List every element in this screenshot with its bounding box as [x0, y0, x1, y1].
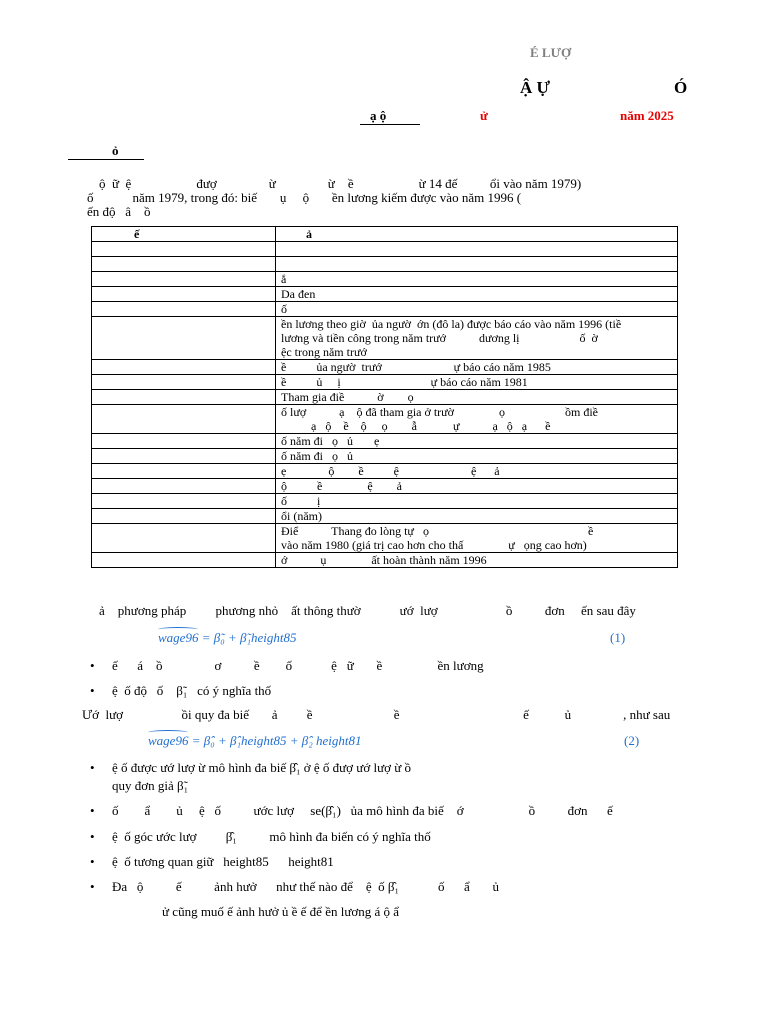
table-cell-variable	[92, 242, 276, 257]
intro-line-1: ộ ữ ệ đượ ừ ừ ề ừ 14 đế ổi vào năm 1979)	[99, 176, 582, 191]
table-cell-description	[276, 257, 678, 272]
table-cell-description: ố lượ ạ ộ đã tham gia ở trườ ọ ồm điề ạ ộ ề ộ ọ ẫ ự ạ ộ ạ ề	[276, 405, 678, 434]
table-row	[92, 509, 678, 524]
bullet-q5-text: ệ ố góc ước lượ β̂₁ mô hình đa biến có ý nghĩa thố	[112, 829, 431, 844]
table-cell-description: ố	[276, 302, 678, 317]
table-cell-description: ề ủ ị ự báo cáo năm 1981	[276, 375, 678, 390]
equation-2-lhs: wage96	[148, 733, 189, 748]
table-row	[92, 390, 678, 405]
table-row	[92, 434, 678, 449]
table-cell-variable	[92, 375, 276, 390]
table-header-variable: ế	[92, 227, 276, 242]
bullet-q1-text: ế á ồ ơ ề ố ệ ữ ề ền lương	[112, 658, 484, 673]
table-row	[92, 287, 678, 302]
equation-2-rhs: = β̂₀ + β̂₁height85 + β̂₂ height81	[188, 733, 362, 748]
equation-1-number: (1)	[610, 630, 626, 645]
table-cell-description: ắ	[276, 272, 678, 287]
table-header-description: ả	[276, 227, 678, 242]
equation-1-expression	[158, 630, 296, 646]
table-cell-variable	[92, 434, 276, 449]
subtitle-left-text: ạ ộ	[370, 108, 387, 123]
intro-line-3: ến độ â ồ	[87, 204, 151, 219]
table-row	[92, 524, 678, 553]
bullet-q7-text: Đa ộ ế ảnh hưở như thế nào để ệ ố β̂₁ ố ẩ ủ	[112, 879, 500, 894]
table-cell-variable	[92, 317, 276, 360]
table-row	[92, 242, 678, 257]
bullet-q6-text: ệ ố tương quan giữ height85 height81	[112, 854, 334, 869]
document-subtitle-mid: ử	[480, 108, 488, 123]
document-subtitle-year: năm 2025	[620, 108, 674, 123]
table-header-row	[92, 227, 678, 242]
bullet-q1: • ế á ồ ơ ề ố ệ ữ ề ền lương	[90, 657, 705, 675]
table-row	[92, 479, 678, 494]
table-cell-description: ẹ ộ ề ệ ệ ả	[276, 464, 678, 479]
bullet-q4-text: ố ẩ ủ ệ ố ước lượ se(β̂₁) ủa mô hình đa biế ớ ồ đơn ế	[112, 803, 613, 818]
table-row	[92, 464, 678, 479]
paragraph-simple-regression: ả phương pháp phương nhỏ ất thông thườ ướ lượ ồ đơn ến sau đây	[99, 603, 636, 618]
equation-1-lhs: wage96	[158, 630, 199, 645]
table-cell-variable	[92, 449, 276, 464]
table-row	[92, 405, 678, 434]
variable-table	[91, 226, 678, 568]
table-row	[92, 375, 678, 390]
table-cell-description	[276, 242, 678, 257]
table-row	[92, 494, 678, 509]
bullet-q2-text: ệ ố độ ố β̃₁ có ý nghĩa thố	[112, 683, 272, 698]
table-cell-variable	[92, 302, 276, 317]
table-cell-variable	[92, 494, 276, 509]
table-cell-variable	[92, 287, 276, 302]
equation-2-expression	[148, 733, 362, 749]
table-cell-variable	[92, 479, 276, 494]
table-row	[92, 360, 678, 375]
bullet-q4: • ố ẩ ủ ệ ố ước lượ se(β̂₁) ủa mô hình đa biế ớ ồ đơn ế	[90, 802, 705, 820]
section-heading	[68, 143, 144, 160]
bullet-q3: • ệ ố được ướ lượ ừ mô hình đa biế β̂₁ ở ệ ố đượ ướ lượ ừ ồ quy đơn giả β̃₁	[90, 759, 705, 795]
bullet-q5: • ệ ố góc ước lượ β̂₁ mô hình đa biến có ý nghĩa thố	[90, 828, 705, 846]
intro-paragraph	[87, 176, 699, 219]
table-cell-variable	[92, 257, 276, 272]
table-cell-description: ố năm đi ọ ủ ẹ	[276, 434, 678, 449]
table-cell-variable	[92, 360, 276, 375]
table-row	[92, 553, 678, 568]
table-row	[92, 302, 678, 317]
closing-line: ử cũng muố ế ảnh hưở ủ ề ế để ền lương á ộ ẩ	[162, 904, 400, 919]
table-cell-variable	[92, 272, 276, 287]
table-cell-description: ố ị	[276, 494, 678, 509]
bullet-q7: • Đa ộ ế ảnh hưở như thế nào để ệ ố β̂₁ ố ẩ ủ	[90, 878, 705, 896]
equation-2-number: (2)	[624, 733, 640, 748]
table-cell-description: Tham gia điề ờ ọ	[276, 390, 678, 405]
document-top-label: É LƯỢ	[530, 45, 572, 60]
intro-line-2: ố năm 1979, trong đó: biế ụ ộ ền lương kiếm được vào năm 1996 (	[87, 190, 522, 205]
bullet-q6: • ệ ố tương quan giữ height85 height81	[90, 853, 705, 871]
table-cell-description: ề ủa ngườ trướ ự báo cáo năm 1985	[276, 360, 678, 375]
table-cell-variable	[92, 509, 276, 524]
table-row	[92, 257, 678, 272]
table-cell-description: Điể Thang đo lòng tự ọ ề vào năm 1980 (giá trị cao hơn cho thấ ự ọng cao hơn)	[276, 524, 678, 553]
document-subtitle-left	[360, 108, 420, 125]
table-cell-variable	[92, 553, 276, 568]
paragraph-multiple-regression: Ướ lượ ồi quy đa biế ả ề ề ế ủ , như sau	[82, 707, 671, 722]
table-row	[92, 449, 678, 464]
section-heading-text: ỏ	[112, 143, 119, 158]
table-row	[92, 272, 678, 287]
bullet-q3-text: ệ ố được ướ lượ ừ mô hình đa biế β̂₁ ở ệ ố đượ ướ lượ ừ ồ quy đơn giả β̃₁	[112, 760, 412, 793]
table-cell-description: ố năm đi ọ ủ	[276, 449, 678, 464]
equation-1-rhs: = β̃₀ + β̃₁height85	[198, 630, 297, 645]
table-cell-description: ộ ề ệ ả	[276, 479, 678, 494]
table-cell-variable	[92, 524, 276, 553]
document-title: Ậ Ự	[520, 78, 551, 97]
table-cell-description: ổi (năm)	[276, 509, 678, 524]
bullet-q2: • ệ ố độ ố β̃₁ có ý nghĩa thố	[90, 682, 705, 700]
table-cell-description: ền lương theo giờ ủa ngườ ớn (đô la) được báo cáo vào năm 1996 (tiề lương và tiền công trong năm trướ dương lị ố ờ ệc trong năm trướ	[276, 317, 678, 360]
table-cell-variable	[92, 405, 276, 434]
table-row	[92, 317, 678, 360]
table-cell-variable	[92, 390, 276, 405]
table-cell-variable	[92, 464, 276, 479]
document-title-end: Ó	[674, 78, 688, 97]
table-cell-description: ớ ụ ất hoàn thành năm 1996	[276, 553, 678, 568]
table-cell-description: Da đen	[276, 287, 678, 302]
